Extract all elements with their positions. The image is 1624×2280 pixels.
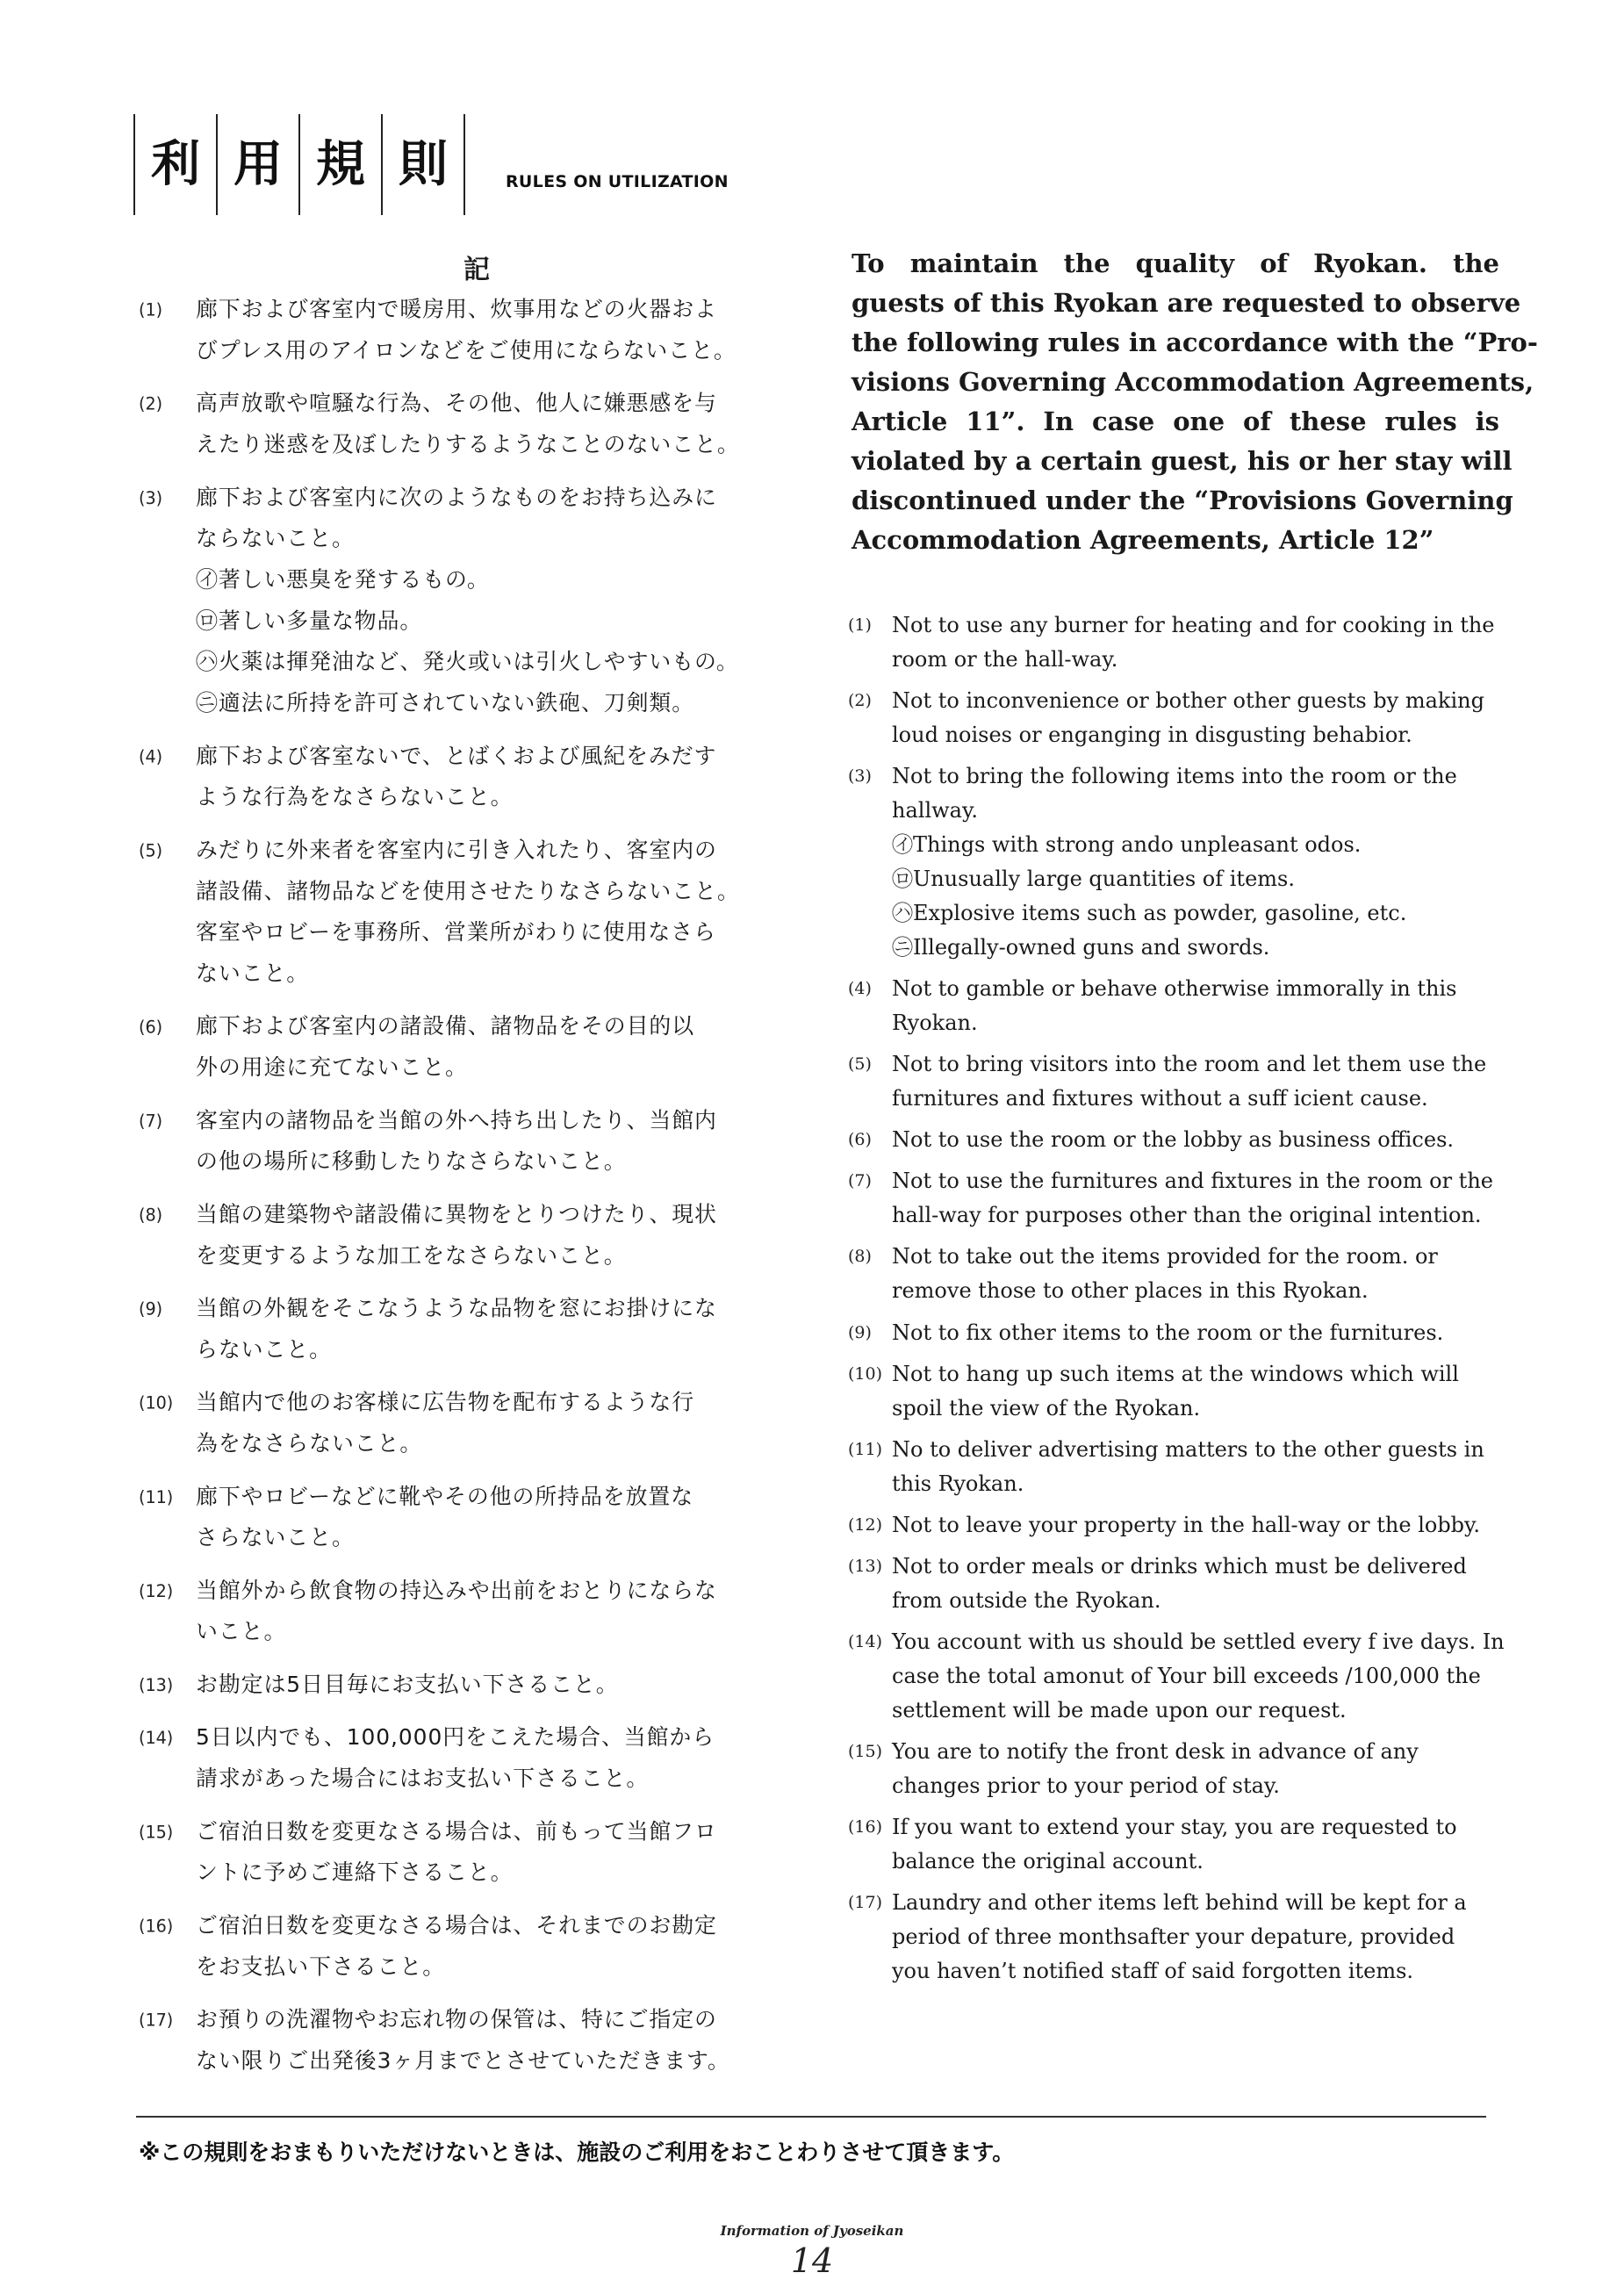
english-rule-item <box>848 684 1498 752</box>
japanese-rule-text: ㋺著しい多量な物品。 <box>196 608 423 635</box>
english-rule-text: settlement will be made upon our request. <box>892 1697 1347 1723</box>
japanese-rule-text: お勘定は5日目毎にお支払い下さること。 <box>196 1672 619 1698</box>
japanese-rule-item <box>139 1571 777 1653</box>
english-intro-line: visions Governing Accommodation Agreements, <box>852 367 1534 397</box>
japanese-rules-list <box>139 290 777 2094</box>
english-rule-text: If you want to extend your stay, you are requested to <box>892 1814 1457 1839</box>
english-rule-item <box>848 1886 1498 1989</box>
japanese-rule-number: (15) <box>139 1822 174 1843</box>
english-rule-text: hall-way for purposes other than the original intention. <box>892 1203 1482 1228</box>
japanese-rule-item <box>139 290 777 372</box>
english-rule-text: from outside the Ryokan. <box>892 1587 1161 1613</box>
japanese-rule-number: (1) <box>139 299 163 320</box>
english-rule-text: ㋩Explosive items such as powder, gasoline, etc. <box>892 901 1407 926</box>
japanese-rule-text: を変更するような加工をなさらないこと。 <box>196 1243 627 1269</box>
english-rule-number: (10) <box>848 1363 883 1384</box>
japanese-rule-number: (17) <box>139 2010 174 2031</box>
japanese-rule-text: 当館外から飲食物の持込みや出前をおとりにならな <box>196 1578 717 1604</box>
japanese-rule-number: (10) <box>139 1392 174 1413</box>
english-intro-line: To maintain the quality of Ryokan. the <box>852 248 1499 278</box>
japanese-rule-item <box>139 1007 777 1090</box>
japanese-rule-text: 廊下および客室内で暖房用、炊事用などの火器およ <box>196 297 717 323</box>
english-rule-text: You are to notify the front desk in advance of any <box>892 1738 1419 1764</box>
english-rule-text: hallway. <box>892 798 978 824</box>
japanese-rule-number: (11) <box>139 1486 174 1507</box>
english-rule-text: case the total amonut of Your bill exceeds /100,000 the <box>892 1663 1481 1688</box>
english-rule-text: You account with us should be settled every f ive days. In <box>892 1629 1505 1654</box>
japanese-heading: 記 <box>463 255 490 285</box>
japanese-rule-item <box>139 1289 777 1371</box>
japanese-rule-text: の他の場所に移動したりなさらないこと。 <box>196 1149 627 1175</box>
japanese-rule-item <box>139 1812 777 1895</box>
page-title <box>133 114 465 215</box>
japanese-rule-item <box>139 1665 777 1706</box>
english-rule-text: Not to take out the items provided for the room. or <box>892 1244 1438 1269</box>
japanese-rule-text: 為をなさらないこと。 <box>196 1431 423 1457</box>
english-rule-text: room or the hall-way. <box>892 647 1118 672</box>
japanese-rule-item <box>139 737 777 819</box>
english-rule-item <box>848 1240 1498 1308</box>
japanese-rule-item <box>139 1718 777 1801</box>
japanese-rule-text: 廊下および客室ないで、とばくおよび風紀をみだす <box>196 744 717 770</box>
japanese-rule-number: (6) <box>139 1017 163 1038</box>
japanese-rule-text: ならないこと。 <box>196 526 355 552</box>
english-rule-number: (14) <box>848 1631 883 1651</box>
english-intro-line: the following rules in accordance with the “Pro- <box>852 327 1538 357</box>
japanese-rule-text: さらないこと。 <box>196 1525 355 1551</box>
english-rule-number: (17) <box>848 1893 883 1912</box>
english-rule-item <box>848 1433 1498 1501</box>
title-char-1: 利 <box>151 136 200 193</box>
english-rule-text: period of three monthsafter your depature, provided <box>892 1924 1455 1949</box>
japanese-rule-number: (4) <box>139 746 163 767</box>
japanese-rule-number: (8) <box>139 1205 163 1226</box>
japanese-rule-text: ご宿泊日数を変更なさる場合は、前もって当館フロ <box>196 1819 717 1845</box>
japanese-rule-item <box>139 1383 777 1465</box>
japanese-rule-text: ご宿泊日数を変更なさる場合は、それまでのお勘定 <box>196 1913 717 1939</box>
japanese-rule-text: 高声放歌や喧騒な行為、その他、他人に嫌悪感を与 <box>196 391 717 417</box>
japanese-rule-text: 廊下および客室内に次のようなものをお持ち込みに <box>196 485 717 511</box>
english-rule-number: (12) <box>848 1514 883 1535</box>
japanese-rule-text: お預りの洗濯物やお忘れ物の保管は、特にご指定の <box>196 2007 717 2033</box>
english-rule-text: ㋑Things with strong ando unpleasant odos. <box>892 832 1362 858</box>
english-intro <box>852 244 1538 560</box>
english-rule-number: (8) <box>848 1247 872 1267</box>
english-rule-number: (13) <box>848 1556 883 1576</box>
english-rule-text: ㋥Illegally-owned guns and swords. <box>892 935 1270 960</box>
japanese-rule-text: 客室やロビーを事務所、営業所がわりに使用なさら <box>196 920 716 946</box>
title-char-3: 規 <box>316 136 365 193</box>
english-rule-number: (4) <box>848 979 872 999</box>
japanese-rule-text: をお支払い下さること。 <box>196 1954 446 1980</box>
english-rule-text: balance the original account. <box>892 1848 1204 1874</box>
japanese-rule-item <box>139 1195 777 1277</box>
english-rule-text: Not to order meals or drinks which must be delivered <box>892 1553 1467 1579</box>
japanese-rule-text: ないこと。 <box>196 961 310 987</box>
english-rule-number: (6) <box>848 1130 872 1150</box>
english-rule-item <box>848 1508 1498 1543</box>
japanese-rule-text: 請求があった場合にはお支払い下さること。 <box>196 1766 650 1792</box>
japanese-rule-text: 当館内で他のお客様に広告物を配布するような行 <box>196 1390 695 1416</box>
english-rule-item <box>848 1123 1498 1157</box>
english-rule-item <box>848 759 1498 965</box>
english-rule-number: (1) <box>848 615 872 635</box>
english-rule-text: furnitures and fixtures without a suff icient cause. <box>892 1086 1428 1111</box>
english-rule-text: Not to use any burner for heating and for cooking in the <box>892 613 1495 637</box>
english-rule-text: Not to gamble or behave otherwise immorally in this <box>892 976 1457 1002</box>
page-number: 14 <box>790 2241 834 2280</box>
english-rule-text: Not to bring the following items into the room or the <box>892 764 1457 789</box>
japanese-rule-text: ない限りご出発後3ヶ月までとさせていただきます。 <box>196 2048 730 2075</box>
english-rule-text: spoil the view of the Ryokan. <box>892 1395 1201 1421</box>
english-rule-item <box>848 1550 1498 1618</box>
japanese-rule-number: (5) <box>139 840 163 861</box>
english-rule-text: Not to leave your property in the hall-way or the lobby. <box>892 1512 1481 1537</box>
japanese-rule-item <box>139 2000 777 2082</box>
title-char-2: 用 <box>234 136 283 193</box>
japanese-rule-number: (13) <box>139 1674 174 1695</box>
english-rule-item <box>848 1735 1498 1803</box>
page-title-english: RULES ON UTILIZATION <box>506 172 729 191</box>
english-rule-text: you haven’t notified staff of said forgotten items. <box>892 1959 1414 1983</box>
japanese-rule-text: 当館の外観をそこなうような品物を窓にお掛けにな <box>196 1296 717 1322</box>
japanese-rule-text: いこと。 <box>196 1619 287 1645</box>
japanese-rule-item <box>139 831 777 995</box>
english-rule-text: Not to fix other items to the room or the furnitures. <box>892 1320 1444 1345</box>
english-rule-number: (16) <box>848 1816 883 1837</box>
japanese-rule-number: (9) <box>139 1298 163 1320</box>
title-divider <box>463 114 465 215</box>
english-rule-text: changes prior to your period of stay. <box>892 1773 1280 1798</box>
title-char-4: 則 <box>399 136 448 193</box>
japanese-rule-text: ㋑著しい悪臭を発するもの。 <box>196 567 490 593</box>
english-rules-list <box>848 608 1505 1989</box>
english-rule-number: (3) <box>848 766 872 787</box>
english-rule-item <box>848 1810 1498 1879</box>
japanese-rule-item <box>139 478 777 724</box>
japanese-rule-item <box>139 1906 777 1989</box>
english-rule-text: this Ryokan. <box>892 1471 1024 1496</box>
japanese-rule-text: ントに予めご連絡下さること。 <box>196 1860 514 1886</box>
english-intro-line: Article 11”. In case one of these rules is <box>852 406 1499 436</box>
japanese-rule-text: 廊下やロビーなどに靴やその他の所持品を放置な <box>196 1484 694 1510</box>
japanese-rule-text: 外の用途に充てないこと。 <box>196 1055 468 1081</box>
english-rule-text: Not to hang up such items at the windows which will <box>892 1361 1459 1386</box>
japanese-rule-text: 5日以内でも、100,000円をこえた場合、当館から <box>196 1725 715 1751</box>
english-rule-item <box>848 1625 1505 1728</box>
english-rule-number: (15) <box>848 1741 883 1761</box>
english-rule-text: Not to use the room or the lobby as business offices. <box>892 1127 1455 1153</box>
japanese-rule-text: ㋥適法に所持を許可されていない鉄砲、刀剣類。 <box>196 691 695 716</box>
japanese-rule-item <box>139 1101 777 1183</box>
japanese-rule-number: (7) <box>139 1111 163 1132</box>
japanese-rule-text: みだりに外来者を客室内に引き入れたり、客室内の <box>196 838 717 864</box>
footer-caption: Information of Jyoseikan <box>720 2223 904 2239</box>
footer-divider <box>136 2116 1486 2118</box>
english-rule-number: (5) <box>848 1054 872 1075</box>
english-rule-text: No to deliver advertising matters to the other guests in <box>892 1436 1484 1462</box>
english-rule-number: (2) <box>848 691 872 711</box>
japanese-rule-number: (14) <box>139 1728 174 1749</box>
english-rule-text: loud noises or enganging in disgusting behabior. <box>892 723 1412 748</box>
english-rule-item <box>848 972 1498 1040</box>
japanese-rule-text: ㋩火薬は揮発油など、発火或いは引火しやすいもの。 <box>196 650 739 675</box>
japanese-rule-text: 当館の建築物や諸設備に異物をとりつけたり、現状 <box>196 1202 717 1228</box>
japanese-rule-number: (3) <box>139 487 163 508</box>
english-intro-line: violated by a certain guest, his or her stay will <box>852 446 1513 476</box>
japanese-rule-item <box>139 1477 777 1559</box>
english-rule-text: ㋺Unusually large quantities of items. <box>892 867 1295 892</box>
english-rule-item <box>848 1357 1498 1426</box>
japanese-rule-text: 諸設備、諸物品などを使用させたりなさらないこと。 <box>196 879 740 904</box>
english-rule-item <box>848 608 1498 677</box>
japanese-rule-item <box>139 384 777 466</box>
english-rule-number: (9) <box>848 1322 872 1342</box>
english-rule-item <box>848 1164 1498 1233</box>
english-rule-text: Not to inconvenience or bother other guests by making <box>892 688 1484 714</box>
japanese-rule-number: (16) <box>139 1916 174 1937</box>
english-intro-line: discontinued under the “Provisions Governing <box>852 485 1513 515</box>
japanese-rule-text: びプレス用のアイロンなどをご使用にならないこと。 <box>196 338 737 364</box>
japanese-rule-number: (12) <box>139 1580 174 1601</box>
english-rule-text: Not to bring visitors into the room and let them use the <box>892 1052 1487 1077</box>
japanese-rule-text: 廊下および客室内の諸設備、諸物品をその目的以 <box>196 1014 695 1039</box>
japanese-rule-number: (2) <box>139 393 163 414</box>
english-intro-line: guests of this Ryokan are requested to observe <box>852 288 1521 318</box>
footer-notice: ※この規則をおまもりいただけないときは、施設のご利用をおことわりさせて頂きます。 <box>139 2140 1015 2165</box>
japanese-rule-text: 客室内の諸物品を当館の外へ持ち出したり、当館内 <box>196 1108 717 1134</box>
english-intro-line: Accommodation Agreements, Article 12” <box>852 525 1434 555</box>
english-rule-number: (7) <box>848 1171 872 1191</box>
english-rule-text: Ryokan. <box>892 1011 978 1036</box>
japanese-rule-text: ような行為をなさらないこと。 <box>196 785 514 810</box>
english-rule-text: Laundry and other items left behind will be kept for a <box>892 1890 1467 1915</box>
english-rule-item <box>848 1316 1498 1350</box>
japanese-rule-text: えたり迷惑を及ぼしたりするようなことのないこと。 <box>196 432 740 458</box>
english-rule-text: Not to use the furnitures and fixtures in the room or the <box>892 1169 1493 1194</box>
english-rule-text: remove those to other places in this Ryokan. <box>892 1278 1369 1304</box>
english-rule-item <box>848 1047 1498 1116</box>
english-rule-number: (11) <box>848 1439 883 1459</box>
japanese-rule-text: らないこと。 <box>196 1337 332 1363</box>
